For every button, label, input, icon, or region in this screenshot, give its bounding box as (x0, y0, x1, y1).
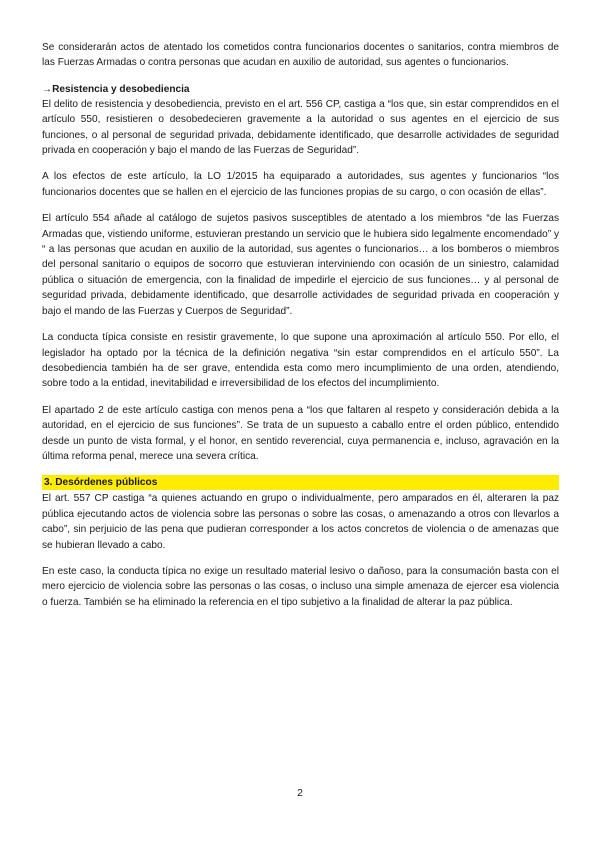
subheading-label: Resistencia y desobediencia (52, 83, 190, 95)
subheading-resistencia (42, 82, 559, 97)
paragraph: El art. 557 CP castiga “a quienes actuando en grupo o individualmente, pero amparados en él, alteraren la paz pública ejecutando actos de violencia sobre las personas o sobre las cosas, o amenazando a otros con llevarlos a cabo”, sin perjuicio de las pena que pudieran corresponder a los actos concretos de violencia o de amenazas que se hubieran llevado a cabo. (42, 493, 559, 551)
paragraph: El delito de resistencia y desobediencia, previsto en el art. 556 CP, castiga a “los que, sin estar comprendidos en el artículo 550, resistieren o desobedecieren gravemente a la autoridad o sus agentes en el ejercicio de sus funciones, o al personal de seguridad privada, debidamente identificado, que desarrolle actividades de seguridad privada en cooperación y bajo el mando de las Fuerzas de Seguridad”. (42, 98, 559, 157)
section-heading-desordenes: 3. Desórdenes públicos (42, 475, 559, 490)
paragraph: En este caso, la conducta típica no exige un resultado material lesivo o dañoso, para la consumación basta con el mero ejercicio de violencia sobre las personas o las cosas, o incluso una simple amenaza de ejercer esa violencia o fuerza. También se ha eliminado la referencia en el tipo subjetivo a la finalidad de alterar la paz pública. (42, 565, 559, 608)
arrow-icon: → (42, 83, 53, 95)
paragraph-intro: Se considerarán actos de atentado los cometidos contra funcionarios docentes o sanitarios, contra miembros de las Fuerzas Armadas o contra personas que acudan en auxilio de autoridad, sus agentes o funcionarios. (42, 42, 559, 69)
paragraph: A los efectos de este artículo, la LO 1/2015 ha equiparado a autoridades, sus agentes y funcionarios “los funcionarios docentes que se hallen en el ejercicio de las funciones propias de su cargo, o con ocasión de ellas”. (42, 171, 559, 198)
paragraph: El apartado 2 de este artículo castiga con menos pena a “los que faltaren al respeto y consideración debida a la autoridad, en el ejercicio de sus funciones”. Se trata de un supuesto a caballo entre el orden público, entendido desde un punto de vista formal, y el honor, en sentido reverencial, cuya permanencia e, incluso, agravación en la última reforma penal, merece una severa crítica. (42, 404, 559, 462)
paragraph: El artículo 554 añade al catálogo de sujetos pasivos susceptibles de atentado a los miembros “de las Fuerzas Armadas que, vistiendo uniforme, estuvieran prestando un servicio que le hubiera sido legalmente encomendado” y “ a las personas que acudan en auxilio de la autoridad, sus agentes o funcionarios… a los bomberos o miembros del personal sanitario o equipos de socorro que estuvieran interviniendo con ocasión de un siniestro, calamidad pública o situación de emergencia, con la finalidad de impedirle el ejercicio de sus funciones… y al personal de seguridad privada, debidamente identificado, que desarrolle actividades de seguridad privada en cooperación y bajo el mando de las Fuerzas y Cuerpos de Seguridad”. (42, 213, 559, 317)
paragraph: La conducta típica consiste en resistir gravemente, lo que supone una aproximación al artículo 550. Por ello, el legislador ha optado por la técnica de la definición negativa “sin estar comprendidos en el artículo 550”. La desobediencia también ha de ser grave, entendida esta como mero incumplimiento de una orden, atendiendo, sobre todo a la entidad, inevitabilidad e irreversibilidad de los efectos del incumplimiento. (42, 332, 559, 390)
page-number: 2 (297, 787, 303, 799)
document-page (42, 40, 559, 621)
